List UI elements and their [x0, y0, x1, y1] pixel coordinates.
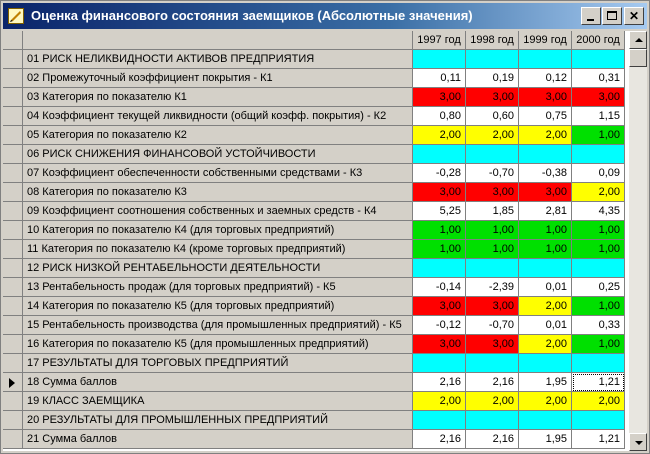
row-label: 09 Коэффициент соотношения собственных и заемных средств - К4	[23, 202, 413, 221]
value-cell[interactable]: 4,35	[572, 202, 625, 221]
value-cell[interactable]: 2,00	[519, 392, 572, 411]
value-cell[interactable]: 1,00	[519, 221, 572, 240]
value-cell[interactable]: 0,60	[466, 107, 519, 126]
row-indicator[interactable]	[3, 183, 23, 202]
value-cell[interactable]: 1,00	[572, 297, 625, 316]
value-cell[interactable]: 2,00	[466, 392, 519, 411]
value-cell[interactable]: 3,00	[519, 183, 572, 202]
value-cell[interactable]	[466, 259, 519, 278]
value-cell[interactable]: 5,25	[413, 202, 466, 221]
value-cell[interactable]	[466, 145, 519, 164]
scroll-down-button[interactable]	[629, 433, 647, 451]
row-label: 01 РИСК НЕЛИКВИДНОСТИ АКТИВОВ ПРЕДПРИЯТИЯ	[23, 50, 413, 69]
value-cell[interactable]: 2,00	[413, 126, 466, 145]
row-indicator[interactable]	[3, 221, 23, 240]
row-indicator[interactable]	[3, 240, 23, 259]
arrow-up-icon	[635, 38, 643, 42]
value-cell[interactable]	[572, 145, 625, 164]
value-cell[interactable]: -0,38	[519, 164, 572, 183]
table-row[interactable]	[3, 297, 629, 316]
table-row[interactable]	[3, 392, 629, 411]
column-header-1999[interactable]: 1999 год	[519, 31, 572, 50]
table-row[interactable]	[3, 335, 629, 354]
value-cell[interactable]: 0,01	[519, 316, 572, 335]
value-cell[interactable]: 2,00	[572, 183, 625, 202]
value-cell[interactable]: 3,00	[466, 297, 519, 316]
value-cell[interactable]: 0,75	[519, 107, 572, 126]
value-cell[interactable]	[466, 354, 519, 373]
table-row[interactable]	[3, 183, 629, 202]
value-cell[interactable]: 0,33	[572, 316, 625, 335]
value-cell[interactable]: 0,19	[466, 69, 519, 88]
row-indicator[interactable]	[3, 335, 23, 354]
value-cell[interactable]: 3,00	[413, 183, 466, 202]
header-row	[3, 31, 629, 50]
value-cell[interactable]: 2,00	[519, 335, 572, 354]
value-cell[interactable]: 1,00	[572, 240, 625, 259]
minimize-icon	[587, 19, 594, 21]
value-cell[interactable]	[572, 50, 625, 69]
value-cell[interactable]	[519, 259, 572, 278]
value-cell[interactable]: 3,00	[413, 297, 466, 316]
value-cell[interactable]: -0,12	[413, 316, 466, 335]
value-cell[interactable]	[413, 145, 466, 164]
maximize-icon	[607, 11, 617, 20]
value-cell[interactable]	[413, 50, 466, 69]
table-row[interactable]	[3, 50, 629, 69]
row-label: 16 Категория по показателю К5 (для промышленных предприятий)	[23, 335, 413, 354]
row-label: 17 РЕЗУЛЬТАТЫ ДЛЯ ТОРГОВЫХ ПРЕДПРИЯТИЙ	[23, 354, 413, 373]
row-indicator[interactable]	[3, 259, 23, 278]
value-cell[interactable]: 2,00	[413, 392, 466, 411]
value-cell[interactable]: 3,00	[466, 335, 519, 354]
table-row[interactable]	[3, 164, 629, 183]
row-indicator[interactable]	[3, 50, 23, 69]
column-header-2000[interactable]: 2000 год	[572, 31, 625, 50]
row-label: 08 Категория по показателю К3	[23, 183, 413, 202]
row-indicator[interactable]	[3, 88, 23, 107]
table-row[interactable]	[3, 240, 629, 259]
value-cell[interactable]: -0,14	[413, 278, 466, 297]
arrow-down-icon	[635, 441, 643, 445]
row-label: 13 Рентабельность продаж (для торговых предприятий) - К5	[23, 278, 413, 297]
value-cell[interactable]	[572, 354, 625, 373]
value-cell[interactable]: -0,70	[466, 164, 519, 183]
row-label: 06 РИСК СНИЖЕНИЯ ФИНАНСОВОЙ УСТОЙЧИВОСТИ	[23, 145, 413, 164]
value-cell[interactable]: 3,00	[519, 88, 572, 107]
row-label: 20 РЕЗУЛЬТАТЫ ДЛЯ ПРОМЫШЛЕННЫХ ПРЕДПРИЯТИЙ	[23, 411, 413, 430]
value-cell[interactable]: 1,15	[572, 107, 625, 126]
value-cell[interactable]: 0,09	[572, 164, 625, 183]
value-cell[interactable]: 2,81	[519, 202, 572, 221]
value-cell[interactable]	[572, 259, 625, 278]
row-label: 14 Категория по показателю К5 (для торговых предприятий)	[23, 297, 413, 316]
column-header-1997[interactable]: 1997 год	[413, 31, 466, 50]
value-cell[interactable]: 0,11	[413, 69, 466, 88]
table-row[interactable]	[3, 69, 629, 88]
row-label: 07 Коэффициент обеспеченности собственными средствами - К3	[23, 164, 413, 183]
app-icon	[8, 8, 24, 24]
value-cell[interactable]: 0,25	[572, 278, 625, 297]
label-column-header	[23, 31, 413, 50]
value-cell[interactable]: 0,01	[519, 278, 572, 297]
table-row[interactable]	[3, 259, 629, 278]
row-indicator[interactable]	[3, 164, 23, 183]
value-cell[interactable]: 1,00	[519, 240, 572, 259]
current-row-arrow-icon	[9, 378, 15, 388]
data-grid[interactable]	[3, 31, 629, 451]
row-label: 02 Промежуточный коэффициент покрытия - К1	[23, 69, 413, 88]
value-cell[interactable]	[519, 145, 572, 164]
table-row[interactable]	[3, 126, 629, 145]
row-label: 21 Сумма баллов	[23, 430, 413, 449]
value-cell[interactable]: 0,31	[572, 69, 625, 88]
scroll-up-button[interactable]	[629, 31, 647, 49]
value-cell[interactable]: 1,00	[413, 221, 466, 240]
table-row[interactable]	[3, 373, 629, 392]
value-cell[interactable]: 3,00	[572, 88, 625, 107]
row-indicator[interactable]	[3, 145, 23, 164]
value-cell[interactable]: 2,16	[466, 373, 519, 392]
row-indicator[interactable]	[3, 316, 23, 335]
row-indicator[interactable]	[3, 126, 23, 145]
value-cell[interactable]	[413, 259, 466, 278]
value-cell[interactable]: 3,00	[413, 88, 466, 107]
value-cell[interactable]: 1,95	[519, 373, 572, 392]
row-label: 03 Категория по показателю К1	[23, 88, 413, 107]
row-label: 05 Категория по показателю К2	[23, 126, 413, 145]
maximize-button[interactable]	[602, 7, 622, 25]
table-row[interactable]	[3, 278, 629, 297]
row-indicator[interactable]	[3, 107, 23, 126]
table-row[interactable]	[3, 88, 629, 107]
value-cell[interactable]: 1,00	[413, 240, 466, 259]
value-cell[interactable]: 1,85	[466, 202, 519, 221]
row-label: 10 Категория по показателю К4 (для торговых предприятий)	[23, 221, 413, 240]
row-indicator[interactable]	[3, 411, 23, 430]
row-indicator[interactable]	[3, 297, 23, 316]
table-row[interactable]	[3, 107, 629, 126]
table-row[interactable]	[3, 145, 629, 164]
row-label: 11 Категория по показателю К4 (кроме торговых предприятий)	[23, 240, 413, 259]
value-cell[interactable]	[413, 411, 466, 430]
value-cell[interactable]: 3,00	[466, 88, 519, 107]
row-indicator[interactable]	[3, 392, 23, 411]
table-row[interactable]	[3, 202, 629, 221]
value-cell[interactable]	[519, 411, 572, 430]
value-cell[interactable]: -0,70	[466, 316, 519, 335]
value-cell[interactable]: 1,00	[572, 221, 625, 240]
value-cell[interactable]	[413, 354, 466, 373]
value-cell[interactable]	[466, 411, 519, 430]
window-title: Оценка финансового состояния заемщиков (Абсолютные значения)	[31, 8, 473, 23]
column-header-1998[interactable]: 1998 год	[466, 31, 519, 50]
close-button[interactable]	[624, 7, 644, 25]
value-cell[interactable]: -0,28	[413, 164, 466, 183]
value-cell[interactable]: 1,00	[466, 240, 519, 259]
close-icon: ✕	[628, 9, 640, 23]
row-indicator[interactable]	[3, 202, 23, 221]
table-row[interactable]	[3, 430, 629, 449]
value-cell[interactable]	[519, 50, 572, 69]
value-cell[interactable]	[519, 354, 572, 373]
value-cell[interactable]: 1,00	[572, 335, 625, 354]
row-label: 04 Коэффициент текущей ликвидности (общий коэфф. покрытия) - К2	[23, 107, 413, 126]
value-cell[interactable]: 2,00	[519, 126, 572, 145]
value-cell[interactable]: 3,00	[413, 335, 466, 354]
value-cell[interactable]: 2,16	[466, 430, 519, 449]
row-indicator[interactable]	[3, 69, 23, 88]
row-indicator[interactable]	[3, 373, 23, 392]
corner-cell	[3, 31, 23, 50]
value-cell[interactable]: -2,39	[466, 278, 519, 297]
row-label: 12 РИСК НИЗКОЙ РЕНТАБЕЛЬНОСТИ ДЕЯТЕЛЬНОСТИ	[23, 259, 413, 278]
value-cell[interactable]: 1,21	[572, 430, 625, 449]
value-cell[interactable]: 2,16	[413, 373, 466, 392]
row-label: 18 Сумма баллов	[23, 373, 413, 392]
vertical-scrollbar[interactable]	[629, 31, 647, 451]
row-label: 15 Рентабельность производства (для промышленных предприятий) - К5	[23, 316, 413, 335]
value-cell[interactable]: 1,21	[572, 373, 625, 392]
minimize-button[interactable]	[581, 7, 601, 25]
value-cell[interactable]: 2,00	[519, 297, 572, 316]
row-indicator[interactable]	[3, 278, 23, 297]
value-cell[interactable]: 2,00	[572, 392, 625, 411]
value-cell[interactable]	[466, 50, 519, 69]
value-cell[interactable]: 0,80	[413, 107, 466, 126]
scroll-thumb[interactable]	[629, 49, 647, 67]
row-indicator[interactable]	[3, 430, 23, 449]
row-indicator[interactable]	[3, 354, 23, 373]
value-cell[interactable]	[572, 411, 625, 430]
value-cell[interactable]: 1,00	[466, 221, 519, 240]
value-cell[interactable]: 0,12	[519, 69, 572, 88]
value-cell[interactable]: 1,95	[519, 430, 572, 449]
value-cell[interactable]: 3,00	[466, 183, 519, 202]
value-cell[interactable]: 1,00	[572, 126, 625, 145]
table-row[interactable]	[3, 221, 629, 240]
table-row[interactable]	[3, 354, 629, 373]
value-cell[interactable]: 2,00	[466, 126, 519, 145]
table-row[interactable]	[3, 316, 629, 335]
value-cell[interactable]: 2,16	[413, 430, 466, 449]
row-label: 19 КЛАСС ЗАЕМЩИКА	[23, 392, 413, 411]
table-row[interactable]	[3, 411, 629, 430]
title-bar[interactable]	[3, 3, 647, 29]
